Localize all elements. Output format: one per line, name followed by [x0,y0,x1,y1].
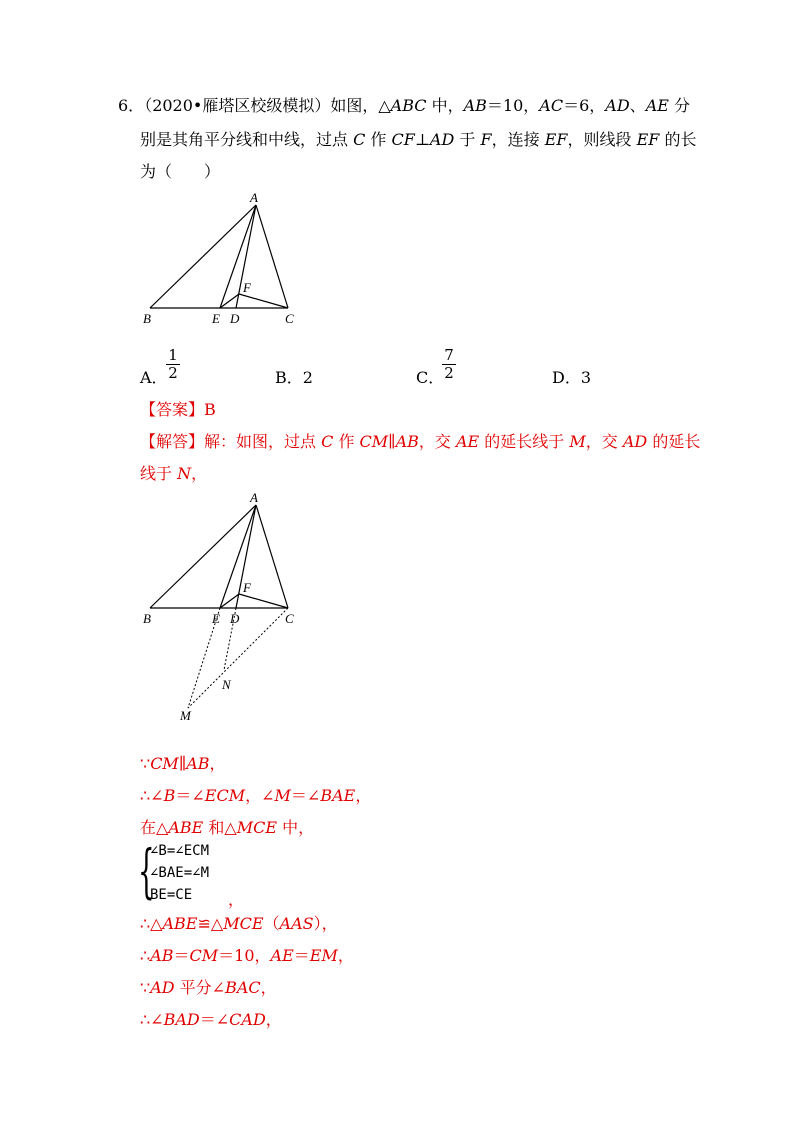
label-n: N [222,677,231,692]
option-b-value: 2 [302,368,313,387]
s-text: AB [150,946,174,965]
s-text: ∵ [140,978,151,997]
q-text: ，连接 [491,130,545,149]
s-text: ， [265,1010,282,1029]
s-text: ，∠ [245,786,275,805]
solution-line-2 [140,464,207,484]
s-text: ， [260,978,277,997]
cases-end: ， [228,890,245,909]
s-text: ，交 [418,432,456,451]
label-d: D [230,311,240,326]
solution-tag: 【解答】 [140,432,205,451]
q-text: 中， [426,96,464,115]
answer-tag: 【答案】 [140,400,205,419]
s-text: ， [355,786,372,805]
cases-system [150,840,209,906]
s-text: CM∥AB [359,432,419,451]
s-text: 作 [333,432,360,451]
s-text: 解：如图，过点 [204,432,322,451]
q-text: AB [463,96,487,115]
triangle-figure-2 [130,488,310,728]
option-a-label: A． [140,368,168,387]
step-6 [140,978,277,998]
label-c: C [285,311,294,326]
s-text: ，交 [585,432,623,451]
step-3 [140,818,314,838]
q-text: C [353,130,366,149]
label-e: E [212,611,220,626]
label-c: C [285,611,294,626]
label-b: B [143,611,151,626]
step-5 [140,946,354,966]
s-text: AD [622,432,648,451]
segment-cf [239,294,288,308]
case-line-3: BE=CE [150,887,193,903]
s-text: BAD [163,1010,200,1029]
answer-value: B [204,400,216,419]
s-text: ∵ [140,754,151,773]
s-text: 平分∠ [174,978,226,997]
question-line-3: 为（ ） [140,162,221,181]
option-d-label: D． [552,368,581,387]
s-text: 的延长线于 [479,432,570,451]
s-text: ∴∠ [140,786,164,805]
s-text: ∴∠ [140,1010,164,1029]
s-text: AD [150,978,175,997]
option-b-label: B． [275,368,303,387]
s-text: ， [191,464,208,483]
question-number: 6． [118,96,145,115]
s-text: ， [337,946,354,965]
s-text: N [177,464,192,483]
option-b [275,368,313,388]
label-f: F [243,280,251,295]
label-a: A [250,490,258,505]
q-text: ⊥ [414,130,430,149]
fraction-denominator: 2 [444,364,454,382]
q-text: CF [391,130,415,149]
q-text: AE [645,96,669,115]
q-text: 、 [629,96,646,115]
s-text: CM∥AB [150,754,210,773]
q-text: 作 [365,130,392,149]
s-text: AE [455,432,480,451]
label-m: M [180,708,191,723]
s-text: ＝ [173,946,190,965]
s-text: ＝∠ [199,1010,230,1029]
label-a: A [250,190,258,205]
s-text: （ [263,914,280,933]
q-text: AD [429,130,455,149]
s-text: ）， [313,914,338,933]
s-text: 线于 [140,464,178,483]
s-text: BAE [320,786,356,805]
q-text: AD [605,96,630,115]
q-text: EF [636,130,660,149]
q-text: 于 [454,130,481,149]
triangle-figure-1 [130,188,310,328]
s-text: ， [209,754,226,773]
s-text: 和△ [203,818,237,837]
s-text: ∴ [140,946,151,965]
s-text: ABE [168,818,204,837]
s-text: AE [270,946,294,965]
answer-line [140,400,216,420]
s-text: EM [309,946,338,965]
step-4 [140,914,338,934]
segment-ac [256,505,288,608]
s-text: 的延长 [647,432,701,451]
option-d-value: 3 [580,368,592,387]
s-text: CM [189,946,219,965]
option-c-fraction [442,348,456,381]
left-brace: { [138,837,155,905]
step-2 [140,786,371,806]
label-b: B [143,311,151,326]
solution-line-1 [140,432,700,452]
option-a-fraction [166,348,180,381]
s-text: ABE [162,914,198,933]
question-line-1 [118,96,690,116]
fraction-numerator: 7 [444,346,454,364]
q-text: 分 [668,96,691,115]
s-text: MCE [236,818,278,837]
s-text: CAD [229,1010,266,1029]
s-text: B [163,786,176,805]
q-text: ABC [390,96,427,115]
case-line-1: ∠B=∠ECM [150,843,210,859]
q-text: ＝10， [486,96,540,115]
label-d: D [230,611,240,626]
fraction-denominator: 2 [168,364,178,382]
s-text: ＝∠ [290,786,321,805]
segment-ac [256,205,288,308]
option-c-label: C． [416,368,445,387]
q-text: 的长 [659,130,697,149]
question-line-2 [140,130,696,150]
segment-ab [150,505,256,608]
s-text: C [321,432,334,451]
s-text: ＝ [293,946,310,965]
q-text: 别是其角平分线和中线，过点 [140,130,354,149]
s-text: AAS [279,914,314,933]
q-text: AC [539,96,564,115]
label-f: F [243,580,251,595]
s-text: BAC [225,978,261,997]
s-text: M [569,432,586,451]
step-1 [140,754,226,774]
option-d [552,368,591,388]
s-text: 中， [277,818,315,837]
q-text: F [480,130,492,149]
s-text: ∴△ [140,914,163,933]
segment-cf [239,594,288,608]
case-line-2: ∠BAE=∠M [150,865,210,881]
s-text: M [274,786,291,805]
s-text: MCE [223,914,264,933]
q-text: ＝6， [563,96,606,115]
segment-ab [150,205,256,308]
s-text: ≌△ [197,914,224,933]
s-text: ECM [204,786,246,805]
step-7 [140,1010,282,1030]
q-text: EF [544,130,568,149]
fraction-numerator: 1 [168,346,178,364]
s-text: 在△ [140,818,169,837]
q-text: ，则线段 [567,130,637,149]
s-text: ＝10， [218,946,271,965]
s-text: ＝∠ [175,786,205,805]
q-text: （2020•雁塔区校级模拟）如图，△ [144,96,391,115]
label-e: E [212,311,220,326]
